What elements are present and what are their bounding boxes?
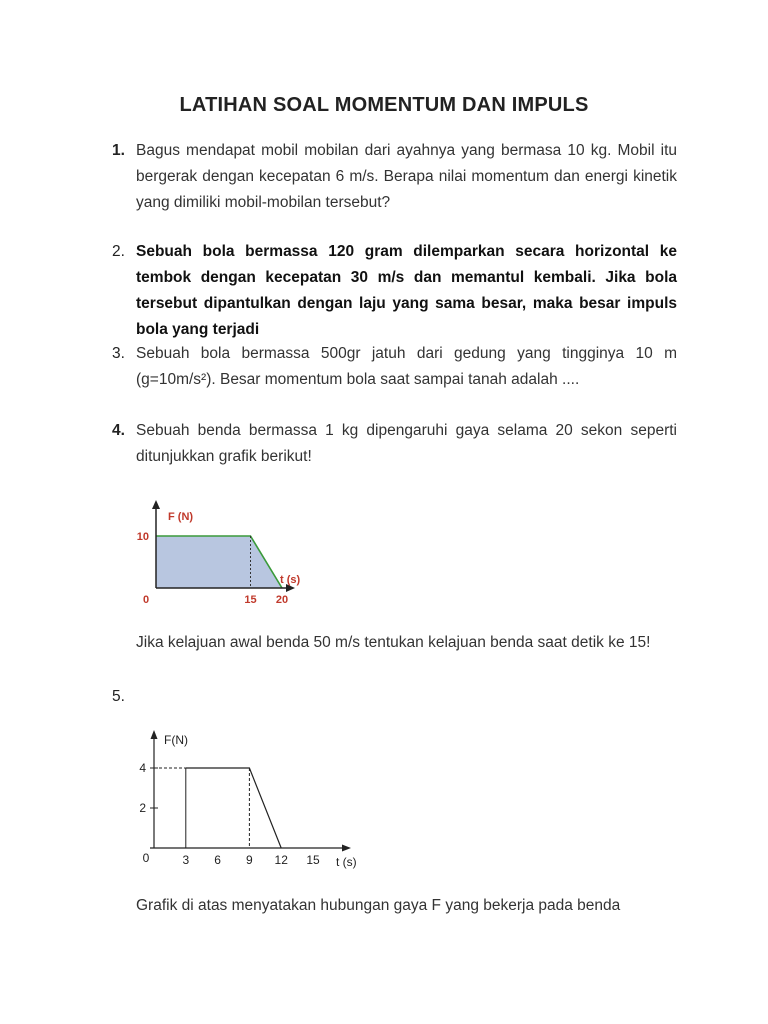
question-4-followup: Jika kelajuan awal benda 50 m/s tentukan kelajuan benda saat detik ke 15! [136, 634, 651, 651]
y-axis-label: F (N) [168, 511, 194, 523]
x-tick-label: 0 [142, 594, 150, 606]
y-tick-label: 2 [139, 801, 146, 815]
force-time-chart-2 [130, 725, 380, 875]
page-title: LATIHAN SOAL MOMENTUM DAN IMPULS [179, 94, 589, 116]
x-tick-label: 15 [244, 594, 257, 606]
x-axis-label: t (s) [336, 855, 357, 869]
question-2-text: Sebuah bola bermassa 120 gram dilemparkan secara horizontal ke tembok dengan kecepatan 30 m/s dan memantul kembali. Jika bola tersebut dipantulkan dengan laju yang sama besar, maka besar impuls bola yang terjadi [136, 243, 677, 338]
question-2-number: 2. [112, 243, 125, 260]
y-tick-label: 4 [139, 761, 146, 775]
force-line [186, 768, 281, 848]
y-tick-label: 10 [136, 531, 149, 543]
x-tick-label: 3 [182, 853, 190, 867]
question-1-number: 1. [112, 142, 125, 159]
question-1-text: Bagus mendapat mobil mobilan dari ayahnya yang bermasa 10 kg. Mobil itu bergerak dengan kecepatan 6 m/s. Berapa nilai momentum dan energi kinetik yang dimiliki mobil-mobilan tersebut? [136, 142, 677, 211]
x-tick-label: 0 [142, 851, 150, 865]
impulse-area [156, 536, 282, 588]
x-tick-label: 9 [246, 853, 253, 867]
y-axis-arrow [151, 730, 158, 739]
question-5-text: Grafik di atas menyatakan hubungan gaya F yang bekerja pada benda [136, 897, 621, 914]
question-4-text: Sebuah benda bermassa 1 kg dipengaruhi gaya selama 20 sekon seperti ditunjukkan grafik berikut! [136, 422, 677, 465]
question-4-number: 4. [112, 422, 125, 439]
x-tick-label: 15 [306, 853, 320, 867]
y-axis-arrow [152, 500, 160, 509]
x-axis-arrow [342, 845, 351, 852]
force-time-chart-1 [125, 495, 325, 610]
question-3-number: 3. [112, 345, 125, 362]
x-axis-label: t (s) [280, 574, 301, 586]
question-3-text: Sebuah bola bermassa 500gr jatuh dari gedung yang tingginya 10 m (g=10m/s²). Besar momentum bola saat sampai tanah adalah .... [136, 345, 677, 388]
question-5-number: 5. [112, 688, 125, 705]
x-tick-label: 12 [274, 853, 288, 867]
x-tick-label: 20 [275, 594, 289, 606]
x-tick-label: 6 [214, 853, 221, 867]
y-axis-label: F(N) [164, 733, 188, 747]
